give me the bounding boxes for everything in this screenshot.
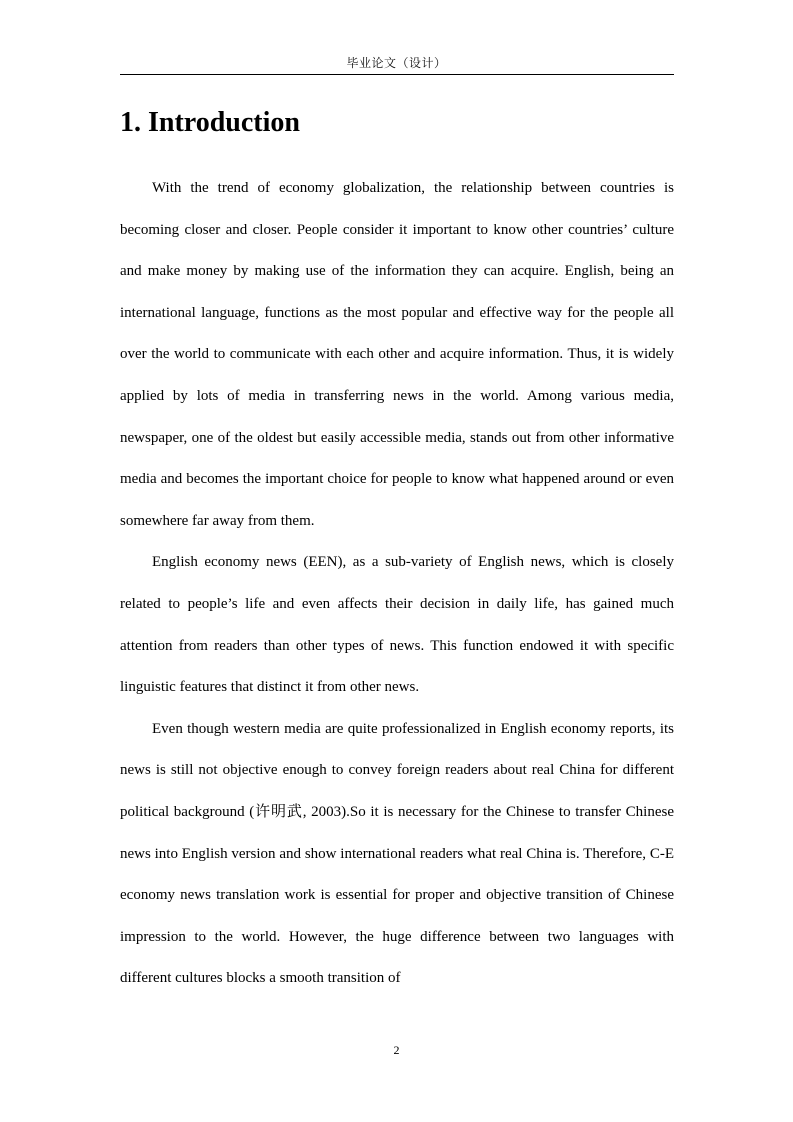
paragraph: Even though western media are quite professionalized in English economy reports, its news is still not objective enough to convey foreign readers about real China for different political background (许明武, 2003).So it is necessary for the Chinese to transfer Chinese news into English version and show international readers what real China is. Therefore, C-E economy news translation work is essential for proper and objective transition of Chinese impression to the world. However, the huge difference between two languages with different cultures blocks a smooth transition of [120, 720, 674, 987]
paragraph: English economy news (EEN), as a sub-variety of English news, which is closely related to people’s life and even affects their decision in daily life, has gained much attention from readers than other types of news. This function endowed it with specific linguistic features that distinct it from other news. [120, 554, 674, 696]
section-heading: 1. Introduction [120, 107, 300, 138]
running-header: 毕业论文（设计） [346, 56, 447, 70]
paragraph: With the trend of economy globalization, the relationship between countries is becoming closer and closer. People consider it important to know other countries’ culture and make money by making use of the information they can acquire. English, being an international language, functions as the most popular and effective way for the people all over the world to communicate with each other and acquire information. Thus, it is widely applied by lots of media in transferring news in the world. Among various media, newspaper, one of the oldest but easily accessible media, stands out from other informative media and becomes the important choice for people to know what happened around or even somewhere far away from them. [120, 180, 674, 529]
body-text [120, 168, 674, 1000]
header-rule [120, 74, 674, 75]
page-number: 2 [393, 1043, 400, 1057]
